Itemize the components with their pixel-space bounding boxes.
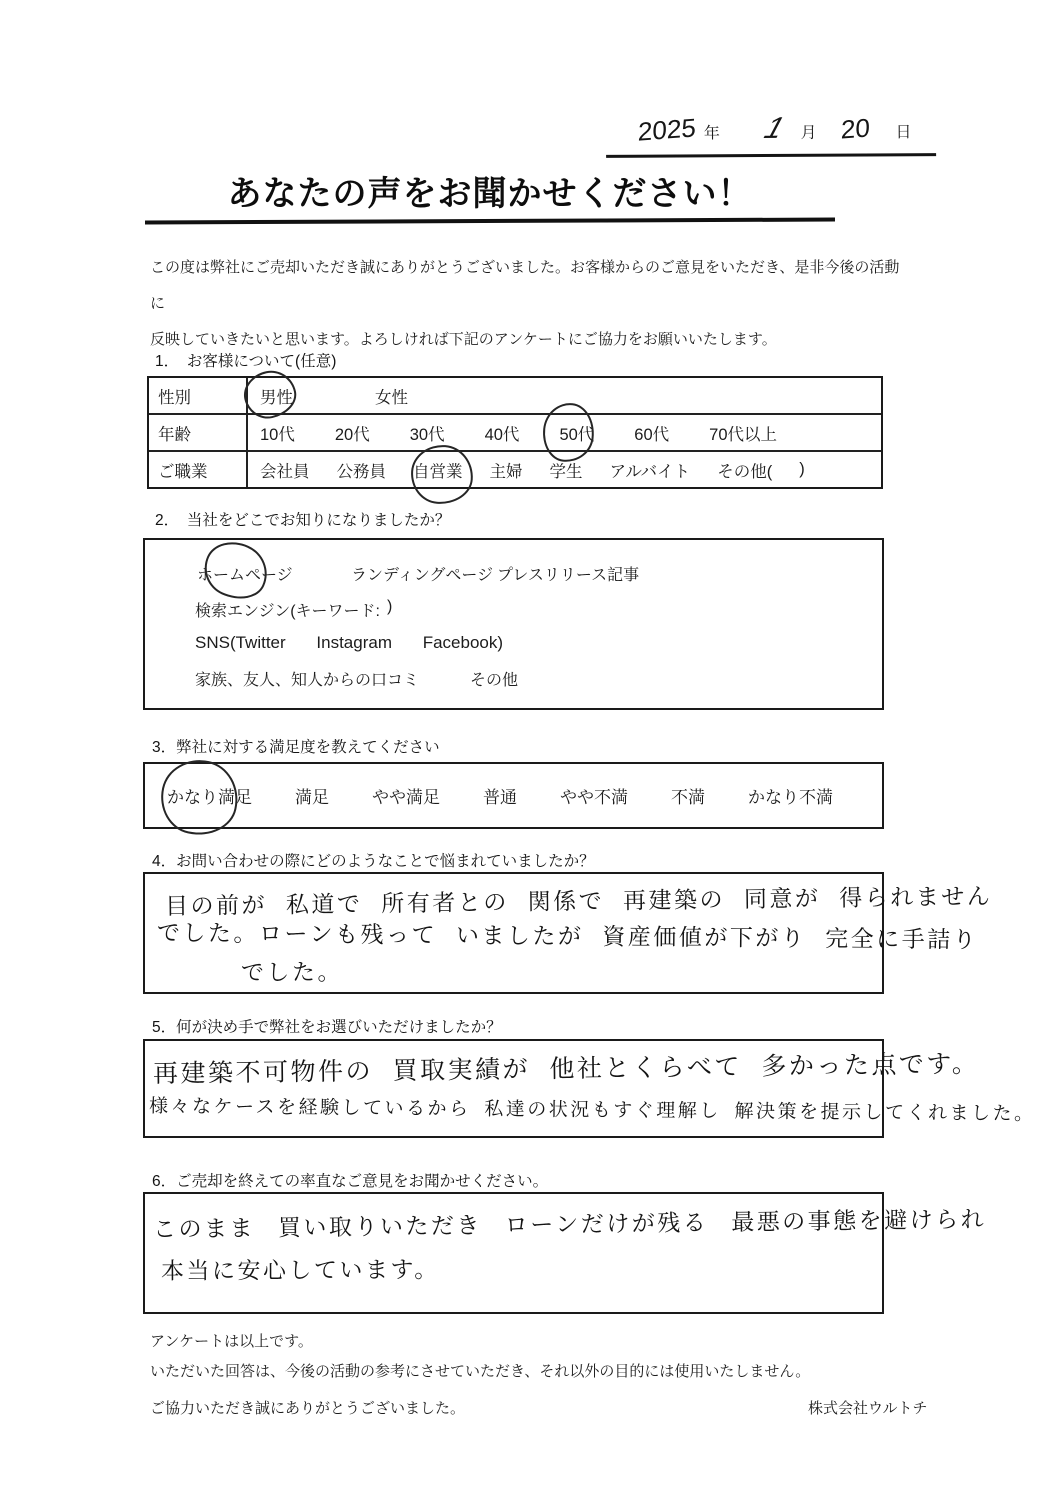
- option-age-70s-plus: 70代以上: [709, 425, 778, 444]
- option-homepage: ホームページ: [197, 567, 293, 584]
- q5-handwritten-line-1: 再建築不可物件の 買取実績が 他社とくらべて 多かった点です。: [152, 1049, 980, 1089]
- row-header-age: 年齢: [149, 415, 248, 450]
- date-row: [606, 111, 936, 158]
- intro-paragraph: [150, 250, 910, 358]
- footer-usage-note: いただいた回答は、今後の活動の参考にさせていただき、それ以外の目的には使用いたしません。: [150, 1363, 811, 1380]
- option-age-20s: 20代: [334, 425, 370, 444]
- option-dissatisfied: 不満: [671, 788, 705, 807]
- q4-handwritten-line-2: でした。ローンも残って いましたが 資産価値が下がり 完全に手詰り: [156, 919, 979, 953]
- footer-thanks: ご協力いただき誠にありがとうございました。: [150, 1400, 466, 1417]
- q5-answer-box: [143, 1039, 1036, 1138]
- intro-line-1: この度は弊社にご売却いただき誠にありがとうございました。お客様からのご意見をいただき、是非今後の活動に: [150, 259, 900, 312]
- option-company-employee: 会社員: [260, 462, 310, 481]
- q2-label: 2． 当社をどこでお知りになりましたか？: [155, 512, 451, 529]
- table-row-occupation: [149, 450, 881, 487]
- option-somewhat-satisfied: やや満足: [372, 788, 440, 807]
- option-very-dissatisfied: かなり不満: [748, 788, 833, 807]
- option-landing-page: ランディングページ: [351, 567, 494, 584]
- table-row-age: [149, 413, 881, 450]
- q3-answer-box: [143, 762, 884, 829]
- q3-label: 3．弊社に対する満足度を教えてください: [152, 739, 440, 756]
- option-search-engine: 検索エンジン(キーワード:: [195, 603, 380, 620]
- option-sns: SNS(Twitter Instagram Facebook): [195, 633, 504, 652]
- option-neutral: 普通: [483, 788, 517, 807]
- option-other: その他: [470, 672, 519, 689]
- option-homemaker: 主婦: [489, 462, 523, 481]
- option-satisfied: 満足: [295, 788, 329, 807]
- date-month-handwritten: 1: [757, 111, 792, 146]
- option-somewhat-dissatisfied: やや不満: [560, 788, 628, 807]
- option-age-30s: 30代: [409, 425, 445, 444]
- q4-handwritten-line-3: でした。: [240, 958, 344, 986]
- option-very-satisfied: かなり満足: [167, 788, 252, 807]
- option-part-time: アルバイト: [609, 462, 691, 481]
- q5-handwritten-line-2: 様々なケースを経験しているから 私達の状況もすぐ理解し 解決策を提示してくれました。: [148, 1096, 1036, 1125]
- q1-label: 1． お客様について(任意): [155, 353, 337, 370]
- option-student: 学生: [549, 462, 583, 481]
- title-underline: [145, 217, 835, 224]
- option-civil-servant: 公務員: [336, 462, 386, 481]
- option-age-60s: 60代: [634, 425, 670, 444]
- q4-answer-box: [143, 872, 993, 994]
- q6-handwritten-line-2: 本当に安心しています。: [160, 1256, 440, 1284]
- option-male: 男性: [260, 388, 293, 407]
- row-header-gender: 性別: [149, 378, 248, 413]
- q4-handwritten-line-1: 目の前が 私道で 所有者との 関係で 再建築の 同意が 得られません: [164, 882, 993, 920]
- option-age-40s: 40代: [484, 425, 520, 444]
- option-other-close-paren: ): [799, 460, 805, 478]
- footer-survey-end: アンケートは以上です。: [150, 1333, 313, 1350]
- option-press-release: プレスリリース記事: [497, 567, 640, 584]
- q5-label: 5．何が決め手で弊社をお選びいただけましたか？: [152, 1019, 502, 1036]
- intro-line-2: 反映していきたいと思います。よろしければ下記のアンケートにご協力をお願いいたします。: [150, 331, 777, 348]
- option-other-open: その他(: [717, 462, 773, 481]
- option-age-50s: 50代: [559, 425, 595, 444]
- page-title: あなたの声をお聞かせください！: [227, 175, 753, 213]
- date-day-handwritten: 20: [840, 112, 870, 145]
- date-day-suffix: 日: [895, 124, 912, 142]
- q4-label: 4．お問い合わせの際にどのようなことで悩まれていましたか？: [152, 853, 595, 870]
- option-self-employed: 自営業: [413, 462, 463, 481]
- company-name: 株式会社ウルトチ: [808, 1400, 928, 1417]
- row-header-occupation: ご職業: [149, 452, 248, 487]
- q6-answer-box: [143, 1192, 987, 1314]
- option-age-10s: 10代: [260, 425, 295, 444]
- q6-handwritten-line-1: このまま 買い取りいただき ローンだけが残る 最悪の事態を避けられ: [152, 1205, 987, 1243]
- q6-label: 6．ご売却を終えての率直なご意見をお聞かせください。: [152, 1173, 549, 1190]
- date-year-suffix: 年: [703, 125, 720, 143]
- date-month-suffix: 月: [800, 124, 817, 142]
- search-engine-close-paren: ): [387, 598, 393, 615]
- date-year-handwritten: 2025: [637, 112, 697, 147]
- option-female: 女性: [375, 388, 408, 407]
- option-word-of-mouth: 家族、友人、知人からの口コミ: [195, 672, 420, 689]
